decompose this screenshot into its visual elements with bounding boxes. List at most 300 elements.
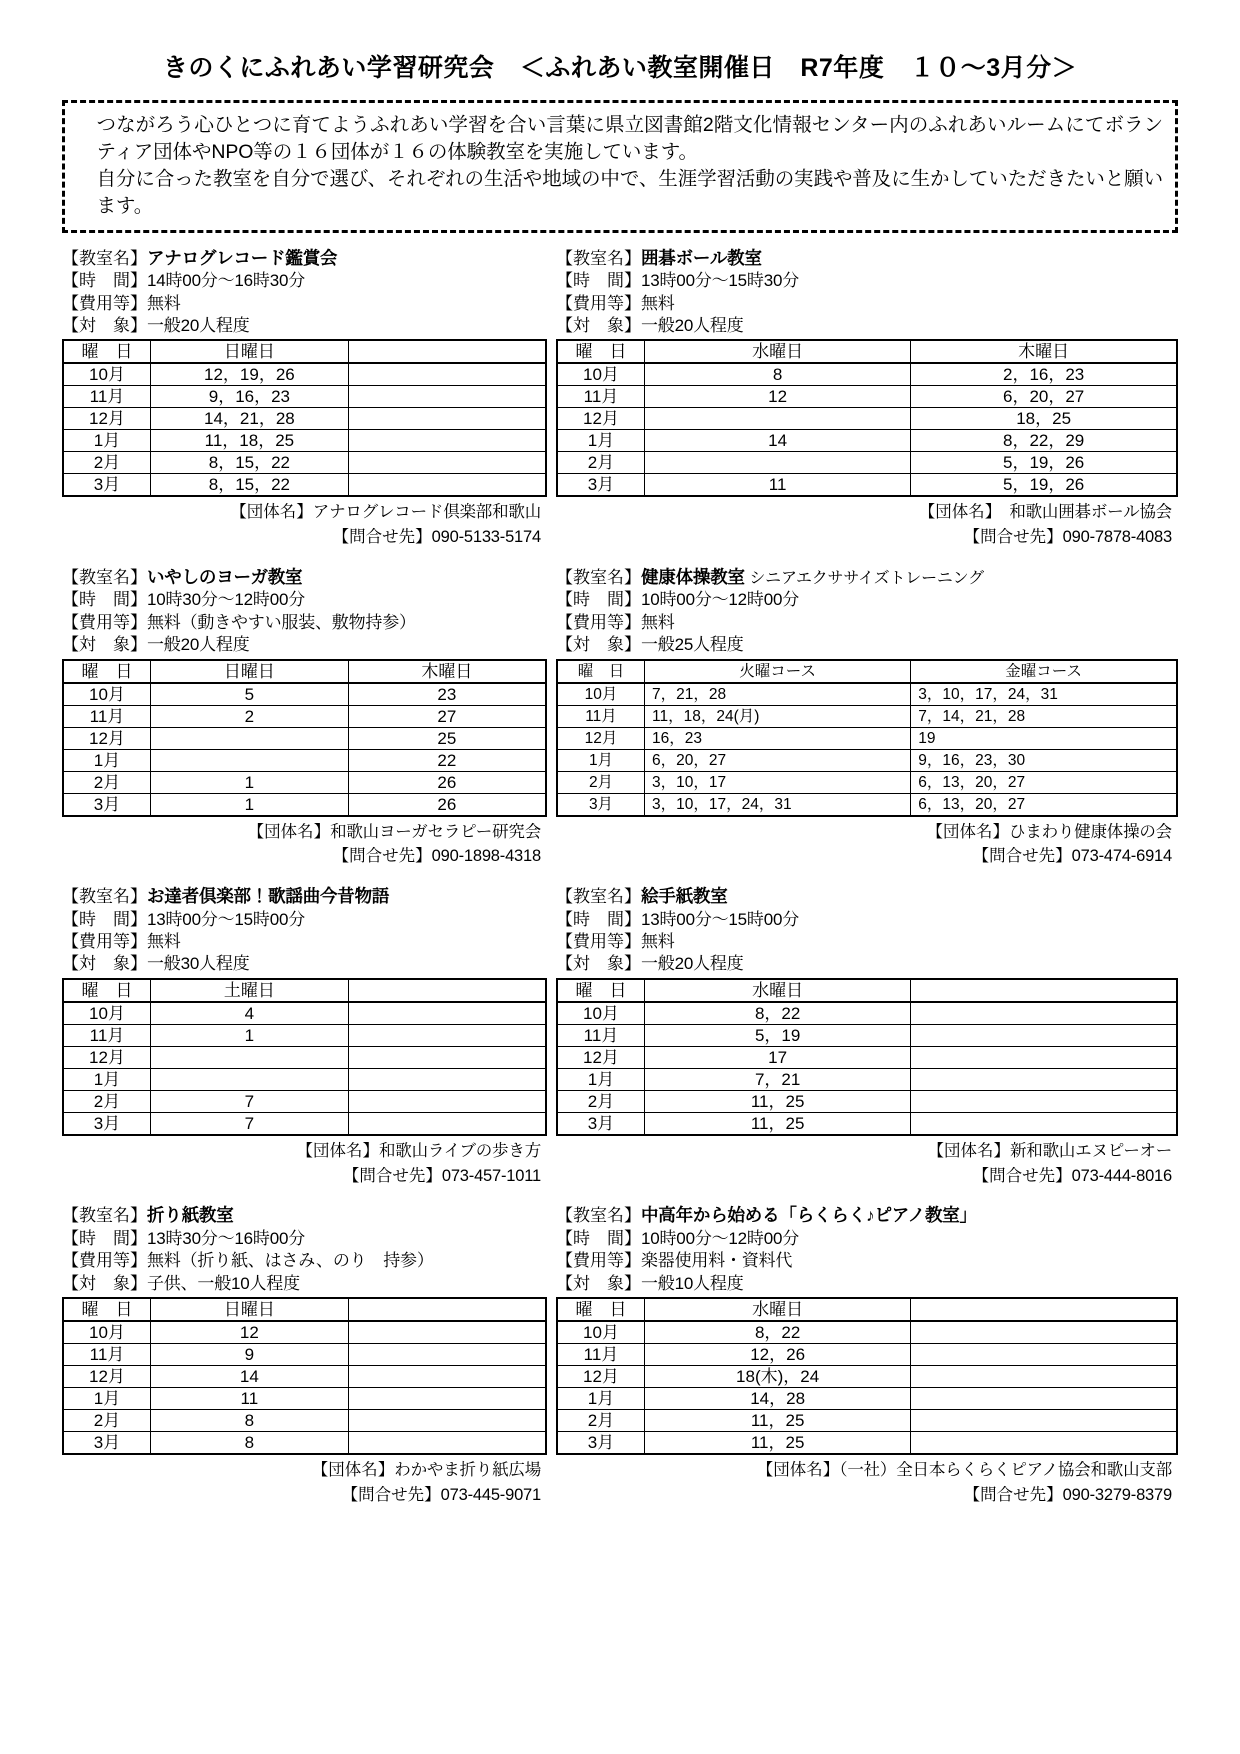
cell-dates-2: [348, 1068, 546, 1090]
class-block: [556, 885, 1178, 1188]
cell-dates-2: 27: [348, 705, 546, 727]
contact-value: 090-1898-4318: [431, 847, 541, 866]
table-row: [63, 705, 546, 727]
fee-label: 【費用等】: [62, 612, 147, 632]
cell-dates-1: 6，20，27: [645, 749, 911, 771]
table-row: [63, 1344, 546, 1366]
cell-dates-1: 8: [645, 363, 911, 386]
cell-dates-1: 11，25: [645, 1410, 911, 1432]
target-value: 一般20人程度: [147, 315, 250, 335]
table-row: [557, 1002, 1177, 1025]
cell-month: 1月: [557, 430, 645, 452]
class-name-value: 健康体操教室: [641, 566, 745, 587]
cell-dates-1: 18(木)，24: [645, 1366, 911, 1388]
table-row: [63, 1002, 546, 1025]
page-title: きのくにふれあい学習研究会 ＜ふれあい教室開催日 R7年度 １０～3月分＞: [162, 54, 1078, 82]
table-row: [557, 793, 1177, 816]
cell-dates-1: 11，25: [645, 1112, 911, 1135]
organization-value: 和歌山ライブの歩き方: [378, 1141, 541, 1160]
class-time-line: [556, 909, 1178, 931]
column-header-1: 水曜日: [645, 1298, 911, 1321]
table-row: [63, 727, 546, 749]
fee-label: 【費用等】: [556, 612, 641, 632]
column-header-1: 火曜コース: [645, 660, 911, 683]
class-name-line: [62, 566, 547, 589]
table-row: [557, 474, 1177, 497]
class-time-line: [62, 1228, 547, 1250]
cell-month: 1月: [557, 1068, 645, 1090]
organization-value: アナログレコード倶楽部和歌山: [312, 503, 541, 522]
table-row: [63, 1321, 546, 1344]
target-value: 一般20人程度: [147, 635, 250, 655]
intro-paragraph-1: つながろう心ひとつに育てようふれあい学習を合い言葉に県立図書館2階文化情報センター内のふれあいルームにてボランティア団体やNPO等の１６団体が１６の体験教室を実施しています。: [96, 114, 1163, 163]
class-name-value: 囲碁ボール教室: [641, 247, 762, 268]
cell-dates-2: 9，16，23，30: [911, 749, 1177, 771]
class-target-line: [62, 1273, 547, 1295]
cell-dates-2: 6，13，20，27: [911, 793, 1177, 816]
column-header-1: 日曜日: [151, 340, 349, 363]
contact-label: 【問合せ先】: [972, 1166, 1072, 1185]
table-row: [63, 771, 546, 793]
cell-dates-2: [348, 1366, 546, 1388]
cell-dates-2: 3，10，17，24，31: [911, 683, 1177, 706]
cell-dates-1: 17: [645, 1046, 911, 1068]
fee-value: 無料: [147, 293, 181, 313]
cell-dates-1: 9，16，23: [151, 386, 349, 408]
column-header-1: 土曜日: [151, 979, 349, 1002]
organization-line: [556, 1139, 1178, 1164]
cell-month: 1月: [557, 1388, 645, 1410]
class-fee-line: [556, 931, 1178, 953]
cell-month: 3月: [557, 1112, 645, 1135]
class-name-line: [556, 566, 1178, 589]
cell-dates-1: 5: [151, 683, 349, 706]
table-row: [557, 1046, 1177, 1068]
time-label: 【時 間】: [62, 271, 147, 291]
cell-dates-1: 1: [151, 1024, 349, 1046]
contact-label: 【問合せ先】: [963, 1485, 1063, 1504]
table-row: [557, 771, 1177, 793]
table-row: [557, 1090, 1177, 1112]
column-header-2: 木曜日: [911, 340, 1177, 363]
cell-month: 11月: [63, 1024, 151, 1046]
class-fee-line: [62, 931, 547, 953]
time-label: 【時 間】: [62, 590, 147, 610]
cell-month: 1月: [63, 1068, 151, 1090]
cell-dates-2: [348, 408, 546, 430]
cell-month: 3月: [557, 474, 645, 497]
cell-dates-2: [911, 1321, 1177, 1344]
contact-value: 073-474-6914: [1071, 847, 1172, 866]
column-header-day: 曜 日: [63, 1298, 151, 1321]
cell-dates-2: [911, 1432, 1177, 1455]
table-row: [557, 1024, 1177, 1046]
class-time-line: [556, 589, 1178, 611]
time-value: 10時00分～12時00分: [641, 590, 800, 610]
cell-dates-1: 2: [151, 705, 349, 727]
cell-month: 12月: [63, 727, 151, 749]
cell-month: 2月: [63, 1090, 151, 1112]
target-label: 【対 象】: [62, 315, 147, 335]
table-row: [63, 1388, 546, 1410]
cell-dates-1: 14，28: [645, 1388, 911, 1410]
contact-value: 073-457-1011: [441, 1166, 541, 1185]
cell-dates-2: [348, 1112, 546, 1135]
fee-label: 【費用等】: [556, 293, 641, 313]
cell-month: 10月: [63, 363, 151, 386]
organization-line: [556, 820, 1178, 845]
class-name-label: 【教室名】: [556, 887, 641, 907]
contact-label: 【問合せ先】: [332, 847, 432, 866]
cell-dates-2: [348, 1388, 546, 1410]
table-row: [557, 1112, 1177, 1135]
cell-month: 10月: [557, 1002, 645, 1025]
organization-line: [556, 500, 1178, 525]
cell-dates-1: 9: [151, 1344, 349, 1366]
cell-month: 10月: [557, 683, 645, 706]
class-subtitle-value: シニアエクササイズトレーニング: [749, 569, 984, 587]
cell-month: 2月: [557, 1410, 645, 1432]
cell-dates-1: 7，21，28: [645, 683, 911, 706]
table-row: [557, 430, 1177, 452]
class-name-value: いやしのヨーガ教室: [147, 566, 303, 587]
cell-month: 10月: [63, 1321, 151, 1344]
table-header-row: [63, 660, 546, 683]
table-header-row: [63, 979, 546, 1002]
cell-dates-2: [348, 363, 546, 386]
class-name-label: 【教室名】: [62, 1206, 147, 1226]
cell-month: 3月: [557, 793, 645, 816]
contact-line: [62, 1483, 547, 1508]
cell-dates-2: 19: [911, 727, 1177, 749]
table-row: [63, 1068, 546, 1090]
cell-dates-2: [348, 452, 546, 474]
table-header-row: [557, 340, 1177, 363]
cell-dates-2: 6，20，27: [911, 386, 1177, 408]
cell-month: 10月: [63, 683, 151, 706]
table-row: [557, 408, 1177, 430]
time-value: 10時30分～12時00分: [147, 590, 306, 610]
cell-dates-2: 26: [348, 793, 546, 816]
table-row: [63, 452, 546, 474]
cell-month: 12月: [63, 408, 151, 430]
cell-month: 10月: [557, 363, 645, 386]
cell-dates-2: 22: [348, 749, 546, 771]
organization-label: 【団体名】: [230, 503, 313, 522]
contact-value: 090-7878-4083: [1062, 528, 1172, 547]
class-name-line: [62, 1204, 547, 1227]
table-row: [63, 1112, 546, 1135]
cell-dates-1: [151, 1068, 349, 1090]
class-name-label: 【教室名】: [556, 1206, 641, 1226]
class-name-line: [62, 885, 547, 908]
table-header-row: [557, 979, 1177, 1002]
column-header-day: 曜 日: [557, 660, 645, 683]
cell-month: 12月: [557, 727, 645, 749]
target-value: 一般10人程度: [641, 1273, 744, 1293]
class-block: [556, 247, 1178, 550]
class-target-line: [62, 634, 547, 656]
class-fee-line: [556, 1250, 1178, 1272]
class-fee-line: [556, 612, 1178, 634]
cell-dates-2: [348, 1090, 546, 1112]
fee-label: 【費用等】: [556, 932, 641, 951]
cell-dates-2: [348, 474, 546, 497]
cell-month: 11月: [557, 1344, 645, 1366]
schedule-table: [62, 978, 547, 1136]
column-header-day: 曜 日: [63, 660, 151, 683]
cell-month: 2月: [63, 452, 151, 474]
cell-dates-2: [348, 1344, 546, 1366]
column-header-2: [911, 1298, 1177, 1321]
cell-dates-1: 11，18，24(月): [645, 705, 911, 727]
table-row: [557, 1432, 1177, 1455]
column-header-day: 曜 日: [63, 340, 151, 363]
cell-month: 12月: [63, 1046, 151, 1068]
cell-month: 1月: [63, 430, 151, 452]
cell-month: 11月: [63, 386, 151, 408]
contact-label: 【問合せ先】: [342, 1166, 442, 1185]
target-value: 一般30人程度: [147, 954, 250, 974]
class-target-line: [556, 315, 1178, 337]
organization-label: 【団体名】: [918, 503, 994, 522]
cell-dates-2: [911, 1024, 1177, 1046]
cell-dates-2: [348, 1024, 546, 1046]
cell-dates-2: [348, 1410, 546, 1432]
organization-value: 和歌山ヨーガセラピー研究会: [330, 822, 541, 841]
cell-dates-1: [151, 727, 349, 749]
cell-dates-2: [911, 1112, 1177, 1135]
table-row: [557, 1410, 1177, 1432]
organization-line: [62, 500, 547, 525]
organization-line: [62, 1139, 547, 1164]
time-label: 【時 間】: [556, 271, 641, 291]
cell-month: 11月: [557, 386, 645, 408]
organization-label: 【団体名】: [296, 1141, 379, 1160]
cell-dates-1: 4: [151, 1002, 349, 1025]
column-header-2: [348, 340, 546, 363]
table-row: [63, 363, 546, 386]
cell-dates-1: 14: [151, 1366, 349, 1388]
cell-month: 1月: [63, 1388, 151, 1410]
class-block: [62, 566, 547, 869]
schedule-table: [62, 339, 547, 497]
class-time-line: [62, 589, 547, 611]
class-name-line: [556, 1204, 1178, 1227]
contact-label: 【問合せ先】: [972, 847, 1072, 866]
schedule-table: [62, 659, 547, 817]
table-row: [63, 793, 546, 816]
contact-line: [62, 844, 547, 869]
column-header-day: 曜 日: [557, 1298, 645, 1321]
cell-month: 2月: [557, 452, 645, 474]
class-fee-line: [556, 293, 1178, 315]
class-fee-line: [62, 612, 547, 634]
fee-value: 無料（折り紙、はさみ、のり 持参）: [147, 1251, 434, 1271]
contact-value: 073-445-9071: [440, 1485, 541, 1504]
cell-dates-2: [348, 1321, 546, 1344]
cell-dates-2: 7，14，21，28: [911, 705, 1177, 727]
cell-dates-1: [645, 408, 911, 430]
organization-label: 【団体名】: [927, 1141, 1010, 1160]
class-name-label: 【教室名】: [556, 567, 641, 587]
cell-dates-1: 12: [151, 1321, 349, 1344]
cell-dates-1: 3，10，17: [645, 771, 911, 793]
cell-dates-1: 8，15，22: [151, 474, 349, 497]
table-row: [63, 749, 546, 771]
table-row: [557, 363, 1177, 386]
contact-line: [556, 844, 1178, 869]
table-row: [63, 430, 546, 452]
cell-month: 12月: [63, 1366, 151, 1388]
table-row: [63, 683, 546, 706]
time-value: 14時00分～16時30分: [147, 271, 306, 291]
cell-month: 11月: [557, 1024, 645, 1046]
cell-dates-1: 8，22: [645, 1321, 911, 1344]
class-time-line: [62, 909, 547, 931]
time-value: 13時00分～15時00分: [641, 909, 800, 929]
cell-dates-2: 8，22，29: [911, 430, 1177, 452]
cell-dates-2: 6，13，20，27: [911, 771, 1177, 793]
target-label: 【対 象】: [556, 954, 641, 974]
target-value: 子供、一般10人程度: [147, 1273, 300, 1293]
cell-dates-2: [348, 1046, 546, 1068]
fee-label: 【費用等】: [62, 293, 147, 313]
table-row: [63, 408, 546, 430]
fee-label: 【費用等】: [62, 1251, 147, 1271]
class-target-line: [556, 634, 1178, 656]
cell-dates-2: 18，25: [911, 408, 1177, 430]
class-target-line: [556, 1273, 1178, 1295]
cell-dates-2: [911, 1002, 1177, 1025]
intro-box: [62, 100, 1178, 233]
column-header-2: [911, 979, 1177, 1002]
cell-dates-1: 8: [151, 1432, 349, 1455]
table-header-row: [63, 1298, 546, 1321]
cell-dates-1: 3，10，17，24，31: [645, 793, 911, 816]
column-header-1: 日曜日: [151, 1298, 349, 1321]
column-header-day: 曜 日: [557, 340, 645, 363]
time-value: 13時00分～15時30分: [641, 271, 800, 291]
table-row: [557, 705, 1177, 727]
class-name-line: [62, 247, 547, 270]
cell-month: 2月: [63, 1410, 151, 1432]
cell-dates-2: 23: [348, 683, 546, 706]
column-header-2: [348, 1298, 546, 1321]
contact-value: 073-444-8016: [1071, 1166, 1172, 1185]
target-label: 【対 象】: [62, 1273, 147, 1293]
intro-paragraph-2: 自分に合った教室を自分で選び、それぞれの生活や地域の中で、生涯学習活動の実践や普及に生かしていただきたいと願います。: [96, 167, 1163, 217]
organization-value: （一社）全日本らくらくピアノ協会和歌山支部: [839, 1461, 1172, 1480]
target-label: 【対 象】: [62, 635, 147, 655]
cell-month: 10月: [557, 1321, 645, 1344]
fee-label: 【費用等】: [556, 1251, 641, 1271]
class-target-line: [62, 953, 547, 975]
column-header-1: 水曜日: [645, 979, 911, 1002]
cell-month: 1月: [557, 749, 645, 771]
cell-dates-2: [911, 1366, 1177, 1388]
organization-line: [556, 1458, 1178, 1483]
contact-label: 【問合せ先】: [963, 528, 1063, 547]
cell-dates-1: 11: [645, 474, 911, 497]
time-label: 【時 間】: [62, 909, 147, 929]
target-label: 【対 象】: [556, 315, 641, 335]
cell-dates-1: 14，21，28: [151, 408, 349, 430]
class-block: [62, 247, 547, 550]
cell-dates-2: [911, 1410, 1177, 1432]
class-time-line: [556, 270, 1178, 292]
cell-dates-1: 11: [151, 1388, 349, 1410]
cell-dates-2: [348, 1002, 546, 1025]
class-name-value: 中高年から始める「らくらく♪ピアノ教室」: [641, 1205, 977, 1226]
table-row: [63, 1024, 546, 1046]
table-row: [557, 1388, 1177, 1410]
contact-label: 【問合せ先】: [341, 1485, 441, 1504]
table-row: [557, 386, 1177, 408]
contact-label: 【問合せ先】: [332, 528, 432, 547]
time-value: 13時30分～16時00分: [147, 1228, 306, 1248]
column-header-2: [348, 979, 546, 1002]
table-row: [557, 1344, 1177, 1366]
organization-label: 【団体名】: [926, 822, 1009, 841]
cell-dates-1: 8，22: [645, 1002, 911, 1025]
class-grid: [62, 247, 1178, 1532]
time-label: 【時 間】: [556, 909, 641, 929]
class-block: [62, 885, 547, 1188]
table-row: [557, 727, 1177, 749]
cell-dates-2: [348, 430, 546, 452]
cell-dates-1: 11，25: [645, 1432, 911, 1455]
column-header-2: 木曜日: [348, 660, 546, 683]
schedule-table: [556, 1297, 1178, 1455]
contact-line: [62, 1164, 547, 1189]
class-target-line: [556, 953, 1178, 975]
class-time-line: [62, 270, 547, 292]
contact-value: 090-3279-8379: [1062, 1485, 1172, 1504]
table-header-row: [63, 340, 546, 363]
target-label: 【対 象】: [556, 635, 641, 655]
column-header-day: 曜 日: [557, 979, 645, 1002]
cell-dates-2: [911, 1388, 1177, 1410]
cell-dates-1: [151, 1046, 349, 1068]
class-block: [556, 1204, 1178, 1507]
target-value: 一般20人程度: [641, 315, 744, 335]
schedule-table: [556, 339, 1178, 497]
class-block: [556, 566, 1178, 869]
class-name-label: 【教室名】: [62, 567, 147, 587]
fee-value: 無料: [147, 932, 181, 951]
cell-dates-1: 8: [151, 1410, 349, 1432]
cell-dates-1: [151, 749, 349, 771]
organization-value: ひまわり健康体操の会: [1008, 822, 1172, 841]
class-name-value: 絵手紙教室: [641, 886, 728, 907]
cell-month: 11月: [63, 705, 151, 727]
cell-dates-1: 14: [645, 430, 911, 452]
schedule-table: [556, 978, 1178, 1136]
class-name-value: お達者倶楽部！歌謡曲今昔物語: [147, 886, 390, 907]
target-value: 一般20人程度: [641, 954, 744, 974]
cell-month: 2月: [63, 771, 151, 793]
cell-month: 1月: [63, 749, 151, 771]
time-label: 【時 間】: [556, 1228, 641, 1248]
cell-dates-2: [911, 1090, 1177, 1112]
table-row: [557, 1321, 1177, 1344]
cell-dates-2: 25: [348, 727, 546, 749]
target-label: 【対 象】: [556, 1273, 641, 1293]
table-row: [63, 1410, 546, 1432]
cell-month: 11月: [557, 705, 645, 727]
fee-value: 無料: [641, 932, 675, 951]
